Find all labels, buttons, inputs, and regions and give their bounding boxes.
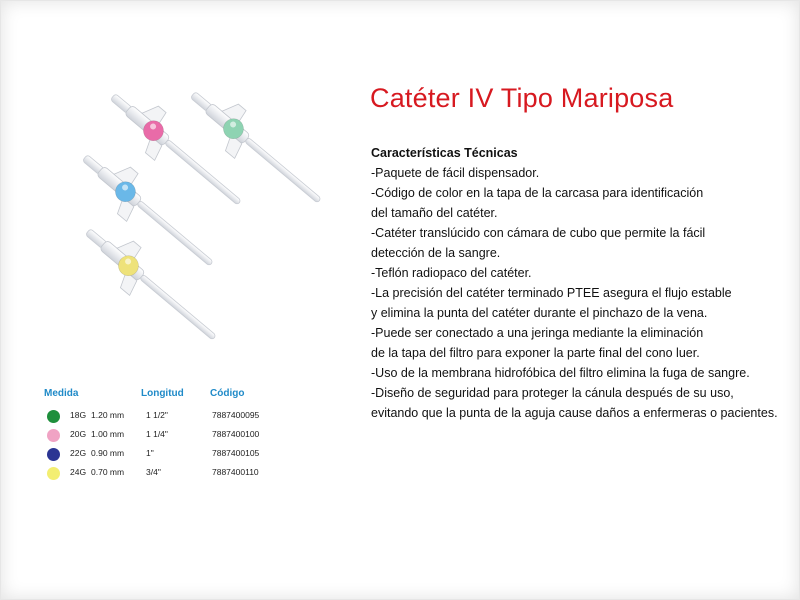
length: 3/4" — [146, 467, 161, 477]
feature-line: detección de la sangre. — [371, 246, 501, 260]
feature-line: -Puede ser conectado a una jeringa mediante la eliminación — [371, 326, 704, 340]
gauge: 20G — [70, 429, 87, 439]
length: 1" — [146, 448, 154, 458]
gauge: 18G — [70, 410, 87, 420]
gauge: 24G — [70, 467, 87, 477]
diameter: 0.70 mm — [91, 467, 125, 477]
gauge: 22G — [70, 448, 87, 458]
diameter: 1.20 mm — [91, 410, 125, 420]
header-medida: Medida — [44, 388, 79, 399]
color-dot-icon — [47, 429, 60, 442]
feature-line: -Catéter translúcido con cámara de cubo que permite la fácil — [371, 226, 706, 240]
length: 1 1/2" — [146, 410, 168, 420]
length: 1 1/4" — [146, 429, 168, 439]
features-list — [371, 163, 791, 423]
catheter-icon — [179, 80, 334, 218]
catheter-icon — [71, 141, 226, 281]
color-dot-icon — [47, 410, 60, 423]
catheter-icon — [74, 215, 229, 355]
feature-line: del tamaño del catéter. — [371, 206, 498, 220]
code: 7887400095 — [212, 410, 260, 420]
diameter: 0.90 mm — [91, 448, 125, 458]
color-dot-icon — [47, 448, 60, 461]
feature-line: -Código de color en la tapa de la carcasa para identificación — [371, 186, 704, 200]
feature-line: -La precisión del catéter terminado PTEE asegura el flujo estable — [371, 286, 732, 300]
catheter-product-image — [60, 80, 350, 380]
feature-line: y elimina la punta del catéter durante el pinchazo de la vena. — [371, 306, 708, 320]
color-dot-icon — [47, 467, 60, 480]
spec-table — [40, 388, 340, 482]
feature-line: -Diseño de seguridad para proteger la cánula después de su uso, — [371, 386, 734, 400]
features-heading: Características Técnicas — [371, 146, 518, 160]
code: 7887400105 — [212, 448, 260, 458]
code: 7887400100 — [212, 429, 260, 439]
feature-line: -Teflón radiopaco del catéter. — [371, 266, 532, 280]
spec-row-18g — [40, 407, 340, 425]
spec-row-22g — [40, 445, 340, 463]
spec-table-header — [40, 388, 340, 406]
feature-line: -Uso de la membrana hidrofóbica del filtro elimina la fuga de sangre. — [371, 366, 750, 380]
spec-row-20g — [40, 426, 340, 444]
spec-row-24g — [40, 464, 340, 482]
feature-line: evitando que la punta de la aguja cause daños a enfermeras o pacientes. — [371, 406, 778, 420]
page-title: Catéter IV Tipo Mariposa — [370, 83, 674, 113]
code: 7887400110 — [212, 467, 259, 477]
feature-line: de la tapa del filtro para exponer la parte final del cono luer. — [371, 346, 700, 360]
technical-features — [371, 143, 791, 423]
feature-line: -Paquete de fácil dispensador. — [371, 166, 540, 180]
diameter: 1.00 mm — [91, 429, 125, 439]
header-longitud: Longitud — [141, 388, 184, 399]
header-codigo: Código — [210, 388, 245, 399]
